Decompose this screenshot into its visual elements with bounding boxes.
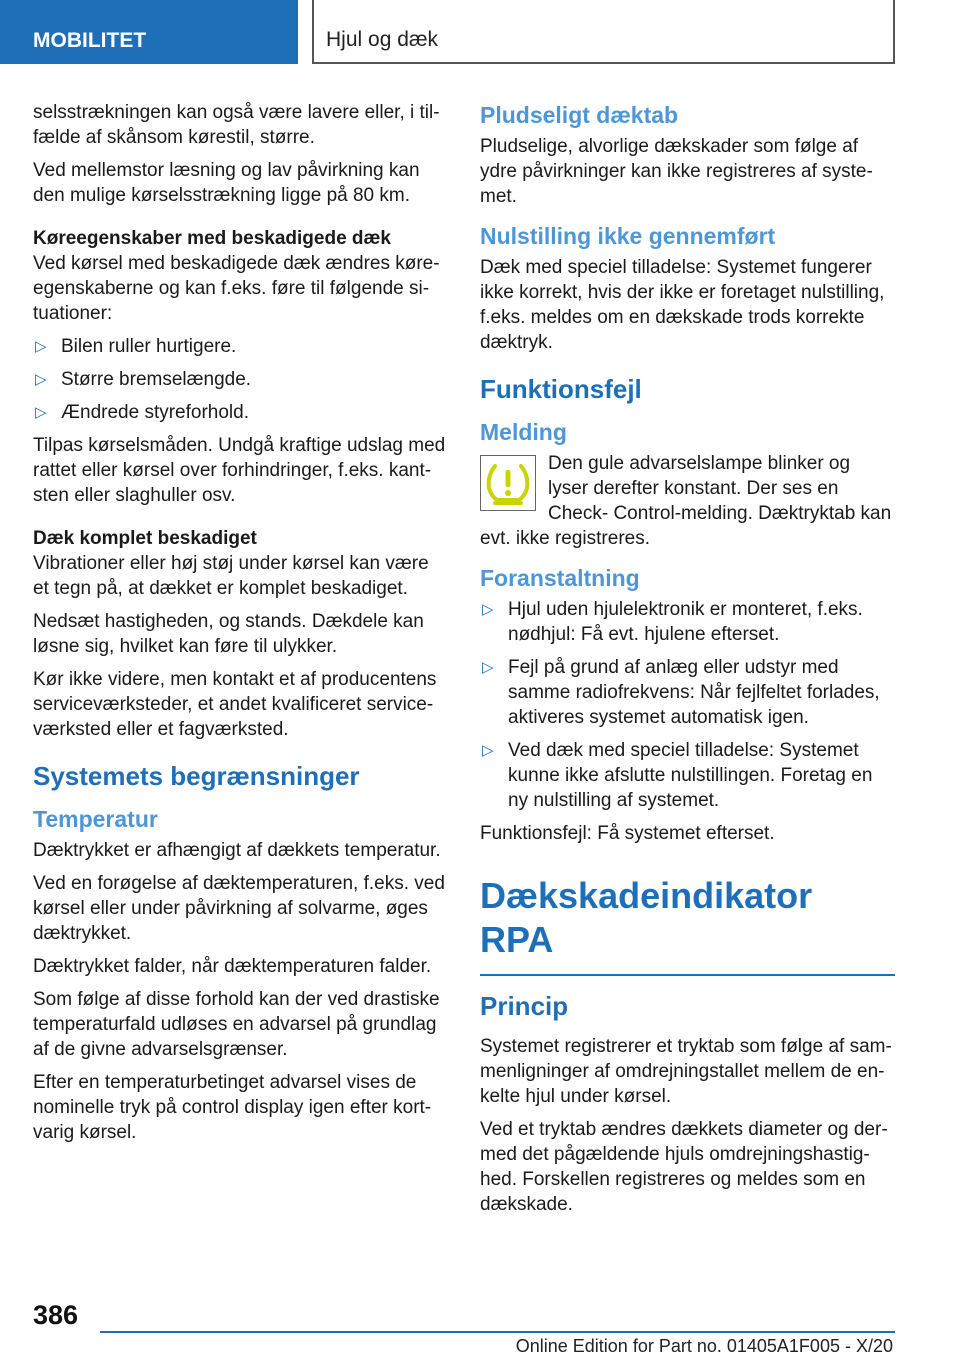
bullet-list	[480, 597, 895, 813]
list-item	[33, 400, 447, 425]
list-item-text: Hjul uden hjulelektronik er monteret, f.eks. nødhjul: Få evt. hjulene efterset.	[508, 599, 863, 645]
paragraph: Nedsæt hastigheden, og stands. Dækdele kan løsne sig, hvilket kan føre til ulykker.	[33, 611, 424, 657]
bullet-list	[33, 334, 447, 425]
page-number: 386	[33, 1300, 79, 1330]
section-heading: Princip	[480, 991, 569, 1021]
paragraph: Systemet registrerer et tryktab som følge af sam- menligninger af omdrejningstallet mellem de en- kelte hjul under kørsel.	[480, 1036, 892, 1107]
subsection-heading: Nulstilling ikke gennemført	[480, 223, 776, 249]
page-header	[0, 0, 960, 66]
subsection-heading: Foranstaltning	[480, 565, 640, 591]
list-item	[33, 367, 447, 392]
tire-pressure-warning-icon	[480, 455, 536, 511]
section-heading: Systemets begrænsninger	[33, 761, 360, 791]
edition-note: Online Edition for Part no. 01405A1F005 - X/20	[515, 1336, 893, 1356]
paragraph: Ved kørsel med beskadigede dæk ændres køre- egenskaberne og kan f.eks. føre til følgende si- tuationer:	[33, 253, 440, 324]
triangle-bullet-icon: ▷	[482, 742, 494, 759]
triangle-bullet-icon: ▷	[482, 659, 494, 676]
chapter-heading: Dækskadeindikator RPA	[480, 874, 895, 976]
paragraph: Efter en temperaturbetinget advarsel vises de nominelle tryk på control display igen efter kort- varig kørsel.	[33, 1072, 432, 1143]
subsection-heading: Melding	[480, 419, 567, 445]
chapter-title: Hjul og dæk	[312, 0, 895, 64]
left-column	[33, 100, 447, 1153]
subsection-heading: Temperatur	[33, 806, 158, 832]
list-item	[33, 334, 447, 359]
triangle-bullet-icon: ▷	[482, 601, 494, 618]
paragraph: Ved et tryktab ændres dækkets diameter og der- med det pågældende hjuls omdrejningshastig- hed. Forskellen registreres og meldes som en dækskade.	[480, 1119, 888, 1215]
subsection-heading: Pludseligt dæktab	[480, 102, 679, 128]
list-item-text: Ændrede styreforhold.	[61, 402, 249, 423]
paragraph: Pludselige, alvorlige dækskader som følge af ydre påvirkninger kan ikke registreres af syste- met.	[480, 136, 873, 207]
list-item	[480, 655, 895, 730]
list-item	[480, 738, 895, 813]
triangle-bullet-icon: ▷	[35, 338, 47, 355]
list-item-text: Bilen ruller hurtigere.	[61, 336, 237, 357]
footer-divider	[100, 1331, 895, 1333]
list-item-text: Ved dæk med speciel tilladelse: Systemet kunne ikke afslutte nulstillingen. Foretag en ny nulstilling af systemet.	[508, 740, 873, 811]
paragraph: Vibrationer eller høj støj under kørsel kan være et tegn på, at dækket er komplet beskadiget.	[33, 553, 429, 599]
section-tab: MOBILITET	[0, 0, 298, 64]
list-item-text: Større bremselængde.	[61, 369, 252, 390]
paragraph: Ved en forøgelse af dæktemperaturen, f.eks. ved kørsel eller under påvirkning af solvarme, øges dæktrykket.	[33, 873, 445, 944]
section-heading: Funktionsfejl	[480, 374, 642, 404]
paragraph: Tilpas kørselsmåden. Undgå kraftige udslag med rattet eller kørsel over forhindringer, f.eks. kant- sten eller slaghuller osv.	[33, 435, 446, 506]
list-item	[480, 597, 895, 647]
warning-message	[480, 451, 895, 551]
subheading: Køreegenskaber med beskadigede dæk	[33, 228, 391, 249]
triangle-bullet-icon: ▷	[35, 404, 47, 421]
right-column	[480, 100, 895, 1225]
triangle-bullet-icon: ▷	[35, 371, 47, 388]
paragraph: Dæktrykket er afhængigt af dækkets temperatur.	[33, 840, 441, 861]
paragraph: Dæktrykket falder, når dæktemperaturen falder.	[33, 956, 432, 977]
subheading: Dæk komplet beskadiget	[33, 528, 257, 549]
paragraph: Som følge af disse forhold kan der ved drastiske temperaturfald udløses en advarsel på grundlag af de givne advarselsgrænser.	[33, 989, 440, 1060]
paragraph: Kør ikke videre, men kontakt et af producentens serviceværksteder, et andet kvalificeret service- værksted eller et fagværksted.	[33, 669, 437, 740]
paragraph: Ved mellemstor læsning og lav påvirkning kan den mulige kørselsstrækning ligge på 80 km.	[33, 160, 420, 206]
paragraph: Funktionsfejl: Få systemet efterset.	[480, 823, 775, 844]
list-item-text: Fejl på grund af anlæg eller udstyr med samme radiofrekvens: Når fejlfeltet forlades, aktiveres systemet automatisk igen.	[508, 657, 880, 728]
paragraph: Dæk med speciel tilladelse: Systemet fungerer ikke korrekt, hvis der ikke er foretaget nulstilling, f.eks. meldes om en dækskade trods korrekte dæktryk.	[480, 257, 885, 353]
paragraph: selsstrækningen kan også være lavere eller, i til- fælde af skånsom kørestil, større.	[33, 102, 440, 148]
paragraph: Den gule advarselslampe blinker og lyser derefter konstant. Der ses en Check- Control-melding. Dæktryktab kan evt. ikke registreres.	[480, 453, 892, 549]
